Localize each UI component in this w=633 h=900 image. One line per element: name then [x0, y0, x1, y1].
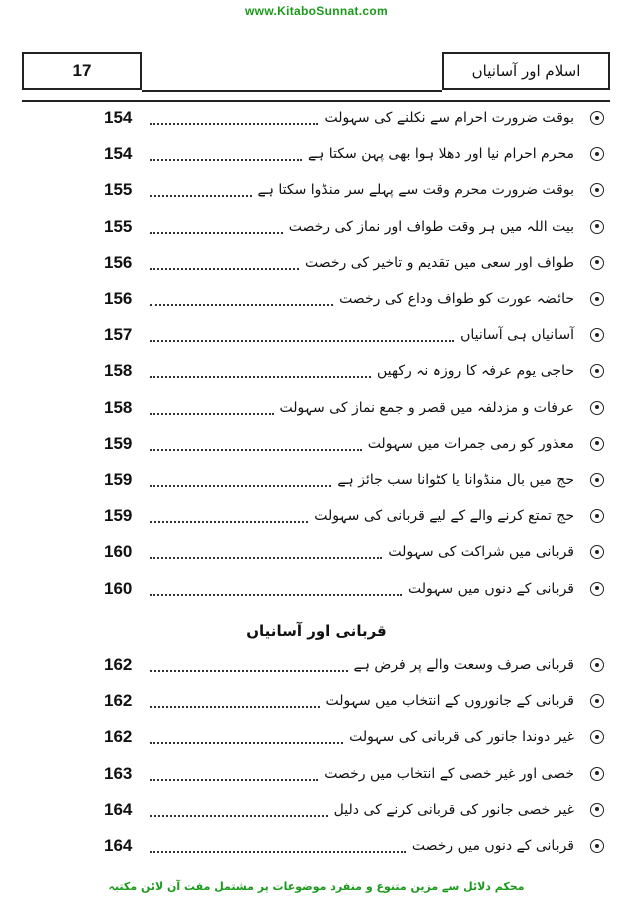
toc-entry	[104, 103, 604, 133]
flower-bullet-icon	[590, 147, 604, 161]
section-heading: قربانی اور آسانیاں	[246, 622, 387, 640]
flower-bullet-icon	[590, 694, 604, 708]
toc-entry	[104, 686, 604, 716]
toc-leader-dots	[150, 557, 382, 559]
flower-bullet-icon	[590, 364, 604, 378]
toc-leader-dots	[150, 123, 318, 125]
toc-page-number: 164	[104, 836, 133, 855]
toc-page-number: 159	[104, 506, 133, 526]
flower-bullet-icon	[590, 256, 604, 270]
toc-page-number: 154	[104, 108, 133, 127]
page-number: 17	[22, 52, 142, 90]
toc-page-number: 159	[104, 470, 133, 489]
toc-entry-title: حائضہ عورت کو طواف وداع کی رخصت	[339, 291, 574, 307]
toc-leader-dots	[150, 413, 274, 415]
toc-entry-title: بوقت ضرورت احرام سے نکلنے کی سہولت	[324, 110, 574, 126]
toc-leader-dots	[150, 159, 302, 161]
toc-leader-dots	[150, 449, 362, 451]
toc-entry	[104, 574, 604, 604]
toc-page-number: 157	[104, 325, 133, 345]
flower-bullet-icon	[590, 730, 604, 744]
toc-entry	[104, 759, 604, 789]
toc-page-number: 158	[104, 361, 133, 381]
toc-leader-dots	[150, 851, 406, 853]
flower-bullet-icon	[590, 803, 604, 817]
toc-entry-title: حاجی یوم عرفہ کا روزہ نہ رکھیں	[377, 363, 574, 380]
toc-page-number: 154	[104, 144, 133, 164]
flower-bullet-icon	[590, 401, 604, 415]
toc-page-number: 160	[104, 578, 133, 598]
toc-leader-dots	[150, 779, 318, 781]
toc-entry-title: غیر دوندا جانور کی قربانی کی سہولت	[349, 729, 574, 746]
toc-entry	[104, 139, 604, 169]
toc-entry-title: معذور کو رمی جمرات میں سہولت	[367, 435, 574, 452]
toc-entry-title: غیر خصی جانور کی قربانی کرنے کی دلیل	[333, 801, 574, 818]
toc-entry	[104, 175, 604, 205]
flower-bullet-icon	[590, 183, 604, 197]
flower-bullet-icon	[590, 839, 604, 853]
toc-entry	[104, 212, 604, 242]
footer-text: محکم دلائل سے مزین متنوع و منفرد موضوعات پر مشتمل مفت آن لائن مکتبہ	[108, 880, 525, 893]
toc-entry	[104, 320, 604, 350]
toc-entry	[104, 650, 604, 680]
flower-bullet-icon	[590, 437, 604, 451]
toc-entry	[104, 429, 604, 459]
toc-entry-title: قربانی کے جانوروں کے انتخاب میں سہولت	[325, 693, 574, 710]
book-title: اسلام اور آسانیاں	[442, 52, 610, 90]
toc-leader-dots	[150, 268, 299, 270]
toc-page-number: 164	[104, 799, 133, 819]
site-url: www.KitaboSunnat.com	[245, 4, 388, 18]
toc-page-number: 163	[104, 763, 133, 783]
flower-bullet-icon	[590, 767, 604, 781]
toc-entry-title: محرم احرام نیا اور دھلا ہوا بھی پہن سکتا ہے	[307, 146, 574, 163]
flower-bullet-icon	[590, 509, 604, 523]
toc-page-number: 156	[104, 252, 133, 272]
toc-leader-dots	[150, 815, 328, 817]
toc-page-number: 155	[104, 180, 133, 200]
toc-page-number: 162	[104, 727, 133, 747]
toc-page-number: 155	[104, 216, 133, 236]
toc-entry-title: قربانی میں شراکت کی سہولت	[388, 544, 574, 561]
flower-bullet-icon	[590, 292, 604, 306]
toc-entry-title: طواف اور سعی میں تقدیم و تاخیر کی رخصت	[304, 254, 574, 271]
toc-leader-dots	[150, 706, 320, 708]
toc-page-number: 162	[104, 655, 133, 674]
toc-page-number: 162	[104, 691, 133, 711]
toc-entry	[104, 501, 604, 531]
toc-entry-title: عرفات و مزدلفہ میں قصر و جمع نماز کی سہولت	[279, 399, 574, 416]
toc-leader-dots	[150, 376, 371, 378]
flower-bullet-icon	[590, 220, 604, 234]
flower-bullet-icon	[590, 658, 604, 672]
toc-entry	[104, 831, 604, 861]
toc-entry	[104, 795, 604, 825]
toc-leader-dots	[150, 304, 333, 306]
toc-entry-title: بوقت ضرورت محرم وقت سے پہلے سر منڈوا سکتا ہے	[257, 182, 574, 199]
toc-entry	[104, 356, 604, 386]
toc-entry-title: آسانیاں ہی آسانیاں	[460, 327, 574, 344]
flower-bullet-icon	[590, 473, 604, 487]
flower-bullet-icon	[590, 545, 604, 559]
flower-bullet-icon	[590, 111, 604, 125]
toc-entry-title: قربانی صرف وسعت والے پر فرض ہے	[353, 657, 574, 673]
toc-entry-title: قربانی کے دنوں میں سہولت	[407, 580, 574, 597]
toc-entry-title: حج تمتع کرنے والے کے لیے قربانی کی سہولت	[314, 508, 574, 525]
toc-leader-dots	[150, 670, 348, 672]
toc-leader-dots	[150, 521, 308, 523]
toc-entry-title: خصی اور غیر خصی کے انتخاب میں رخصت	[324, 765, 574, 782]
flower-bullet-icon	[590, 582, 604, 596]
toc-page-number: 156	[104, 289, 133, 308]
toc-entry	[104, 465, 604, 495]
toc-entry	[104, 722, 604, 752]
toc-entry-title: بیت اللہ میں ہر وقت طواف اور نماز کی رخصت	[288, 218, 574, 235]
toc-entry-title: حج میں بال منڈوانا یا کٹوانا سب جائز ہے	[337, 472, 574, 488]
toc-leader-dots	[150, 594, 402, 596]
toc-leader-dots	[150, 340, 454, 342]
toc-page-number: 159	[104, 433, 133, 453]
toc-entry	[104, 537, 604, 567]
toc-leader-dots	[150, 742, 343, 744]
toc-entry	[104, 284, 604, 314]
toc-leader-dots	[150, 485, 331, 487]
toc-entry	[104, 393, 604, 423]
flower-bullet-icon	[590, 328, 604, 342]
toc-leader-dots	[150, 195, 252, 197]
toc-entry	[104, 248, 604, 278]
toc-leader-dots	[150, 232, 283, 234]
toc-page-number: 158	[104, 397, 133, 417]
toc-entry-title: قربانی کے دنوں میں رخصت	[411, 838, 574, 854]
toc-page-number: 160	[104, 542, 133, 562]
